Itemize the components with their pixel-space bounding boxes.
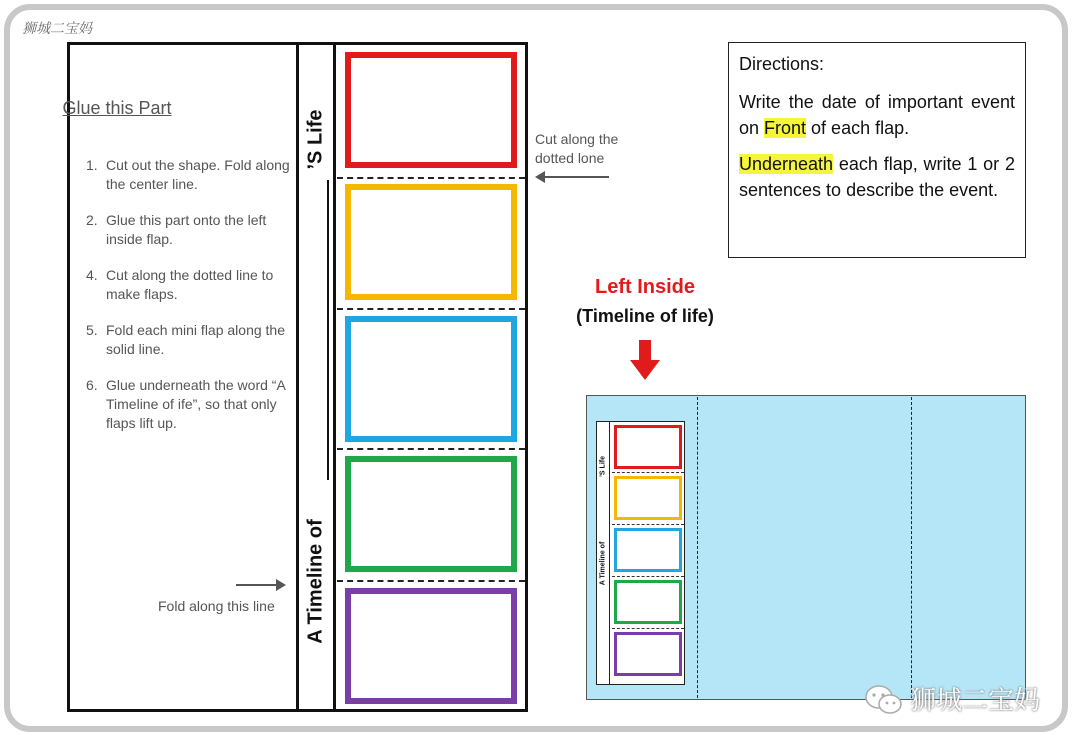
left-inside-label: Left Inside — [594, 276, 695, 298]
instruction-step: 4. Cut along the dotted line to make flaps. — [86, 267, 274, 302]
mini-flap-box — [614, 476, 682, 520]
mini-cut-line — [612, 524, 684, 525]
cut-line — [337, 308, 525, 310]
cut-label: Cut along the dotted lone — [535, 131, 619, 166]
mini-flap-box — [614, 528, 682, 572]
down-arrow-icon — [630, 340, 660, 382]
mini-cut-line — [612, 576, 684, 577]
wechat-icon — [864, 684, 904, 716]
fold-dash-line — [697, 397, 698, 698]
instruction-step: 5. Fold each mini flap along the solid line. — [86, 322, 285, 357]
directions-para-1: Write the date of important event on Front of each flap. — [739, 92, 1015, 138]
instruction-step: 1. Cut out the shape. Fold along the center line. — [86, 157, 290, 192]
directions-box — [728, 42, 1026, 258]
mini-flap-box — [614, 632, 682, 676]
mini-flap-box — [614, 580, 682, 624]
instruction-list — [86, 156, 296, 450]
flap-box — [345, 456, 517, 572]
fold-dash-line — [911, 397, 912, 698]
flap-box — [345, 184, 517, 300]
directions-heading: Directions: — [739, 54, 825, 74]
instruction-step: 2. Glue this part onto the left inside flap. — [86, 212, 267, 247]
cut-line — [337, 580, 525, 582]
cut-line — [337, 448, 525, 450]
cut-arrow-icon — [535, 168, 611, 186]
fold-label: Fold along this line — [158, 598, 275, 614]
fold-arrow-icon — [236, 575, 288, 595]
mini-flap-box — [614, 425, 682, 469]
mini-title-prefix: A Timeline of — [599, 541, 607, 586]
mini-title-suffix: ’S Life — [599, 455, 607, 478]
title-prefix: A Timeline of — [304, 519, 327, 644]
watermark-top: 狮城二宝妈 — [22, 20, 92, 36]
flap-box — [345, 52, 517, 168]
flap-box — [345, 588, 517, 704]
directions-para-2: Underneath each flap, write 1 or 2 sentences to describe the event. — [739, 154, 1015, 200]
instruction-step: 6. Glue underneath the word “A Timeline of ife”, so that only flaps lift up. — [86, 377, 286, 431]
mini-cut-line — [612, 628, 684, 629]
footer-watermark: 狮城二宝妈 — [910, 685, 1041, 715]
cut-line — [337, 177, 525, 179]
timeline-sublabel: (Timeline of life) — [576, 306, 714, 326]
mini-cut-line — [612, 472, 684, 473]
glue-title: Glue this Part — [62, 98, 172, 118]
name-write-line — [327, 180, 329, 480]
title-suffix: ’S Life — [304, 109, 327, 170]
flap-box — [345, 316, 517, 442]
